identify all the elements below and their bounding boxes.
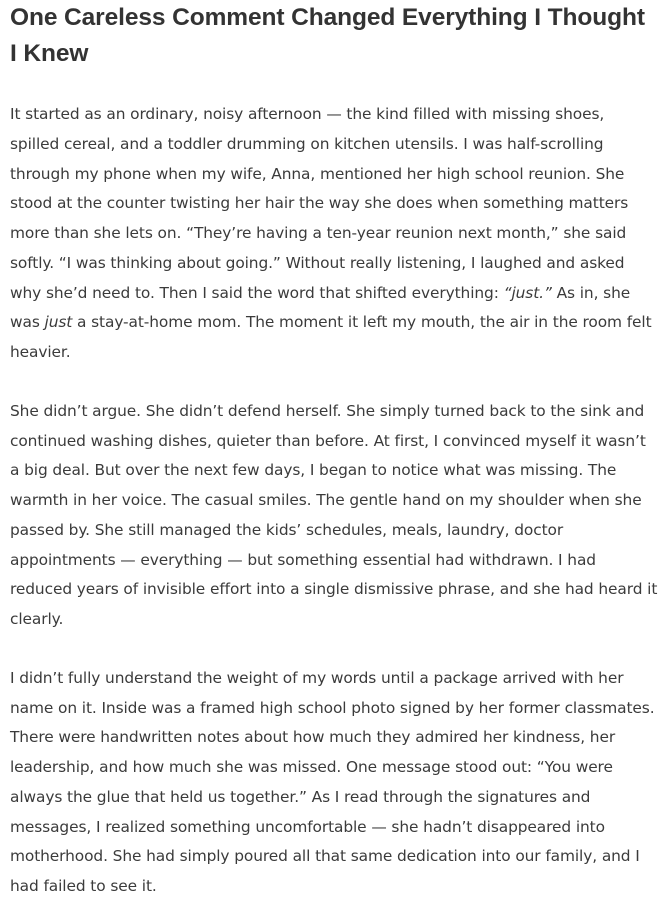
paragraph-2 xyxy=(10,397,658,635)
paragraph-text: It started as an ordinary, noisy afternoon — the kind filled with missing shoes, spilled cereal, and a toddler drumming on kitchen utensils. I was half-scrolling through my phone when my wife, Anna, mentioned her high school reunion. She stood at the counter twisting her hair the way she does when something matters more than she lets on. “They’re having a ten-year reunion next month,” she said softly. “I was thinking about going.” Without really listening, I laughed and asked why she’d need to. Then I said the word that shifted everything: xyxy=(10,105,629,302)
paragraph-text: As in, she was xyxy=(10,283,631,332)
article-title: One Careless Comment Changed Everything I Thought I Knew xyxy=(10,4,645,67)
paragraph-text: I didn’t fully understand the weight of my words until a package arrived with her name on it. Inside was a framed high school photo signed by her former classmates. There were handwritten notes about how much they admired her kindness, her leadership, and how much she was missed. One message stood out: “You were always the glue that held us together.” As I read through the signatures and messages, I realized something uncomfortable — she hadn’t disappeared into motherhood. She had simply poured all that same dedication into our family, and I had failed to see it. xyxy=(10,668,655,895)
emphasis-just-quoted: “just.” xyxy=(503,283,552,302)
paragraph-3 xyxy=(10,664,658,902)
paragraph-text: a stay-at-home mom. The moment it left my mouth, the air in the room felt heavier. xyxy=(10,313,652,361)
emphasis-just: just xyxy=(44,313,73,332)
paragraph-1 xyxy=(10,100,658,368)
paragraph-text: She didn’t argue. She didn’t defend herself. She simply turned back to the sink and continued washing dishes, quieter than before. At first, I convinced myself it wasn’t a big deal. But over the next few days, I began to notice what was missing. The warmth in her voice. The casual smiles. The gentle hand on my shoulder when she passed by. She still managed the kids’ schedules, meals, laundry, doctor appointments — everything — but something essential had withdrawn. I had reduced years of invisible effort into a single dismissive phrase, and she had heard it clearly. xyxy=(10,401,658,628)
article xyxy=(10,0,658,902)
